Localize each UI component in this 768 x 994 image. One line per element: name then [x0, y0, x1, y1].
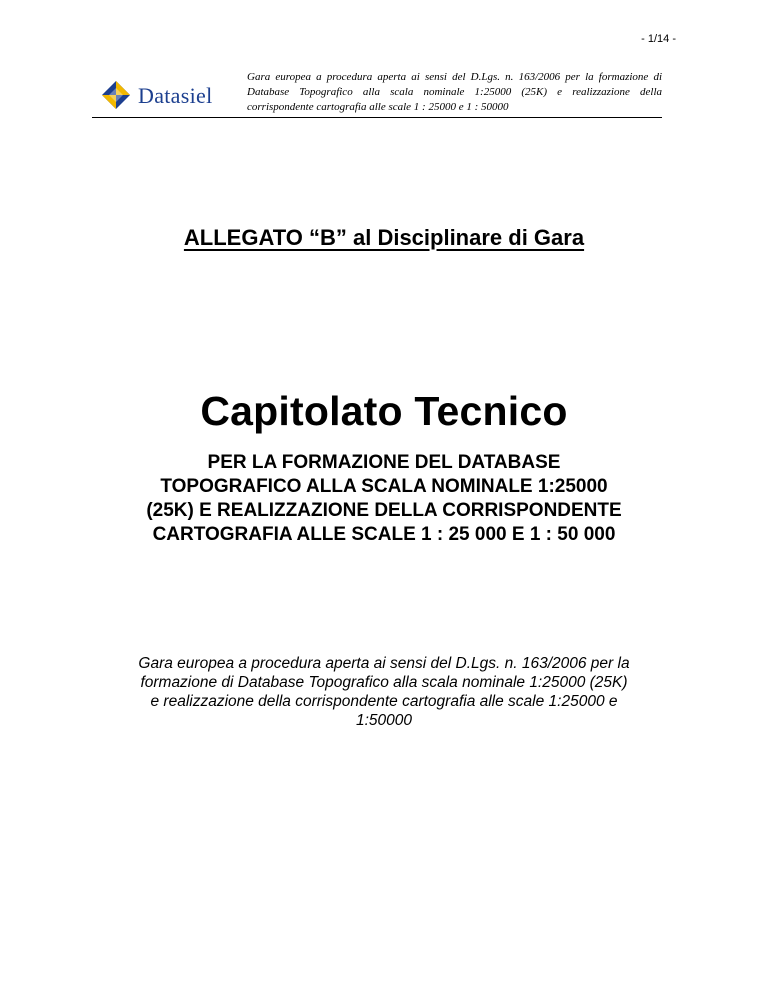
header-divider [92, 117, 662, 118]
description-line: formazione di Database Topografico alla scala nominale 1:25000 (25K) [140, 674, 628, 691]
subtitle-line: CARTOGRAFIA ALLE SCALE 1 : 25 000 E 1 : 50 000 [152, 524, 616, 545]
allegato-title: ALLEGATO “B” al Disciplinare di Gara [183, 225, 585, 250]
description-line: 1:50000 [355, 712, 413, 729]
header-text: Gara europea a procedura aperta ai sensi del D.Lgs. n. 163/2006 per la formazione di Database Topografico alla scala nominale 1:25000 (25K) e realizzazione della corrispondente cartografia alle scale 1 : 25000 e 1 : 50000 [247, 71, 662, 113]
document-title: Capitolato Tecnico [200, 388, 568, 434]
tender-description [80, 654, 688, 730]
description-line: Gara europea a procedura aperta ai sensi del D.Lgs. n. 163/2006 per la [138, 655, 630, 672]
subtitle-line: PER LA FORMAZIONE DEL DATABASE [207, 452, 561, 473]
allegato-heading [0, 225, 768, 251]
document-subtitle [64, 451, 704, 547]
description-line: e realizzazione della corrispondente cartografia alle scale 1:25000 e [150, 693, 618, 710]
subtitle-line: (25K) E REALIZZAZIONE DELLA CORRISPONDENTE [146, 500, 622, 521]
page-number: - 1/14 - [641, 33, 676, 45]
datasiel-logo [100, 80, 250, 110]
document-header [92, 70, 662, 118]
subtitle-line: TOPOGRAFICO ALLA SCALA NOMINALE 1:25000 [160, 476, 608, 497]
logo-text: Datasiel [138, 83, 213, 108]
diamond-logo-icon [100, 80, 132, 110]
